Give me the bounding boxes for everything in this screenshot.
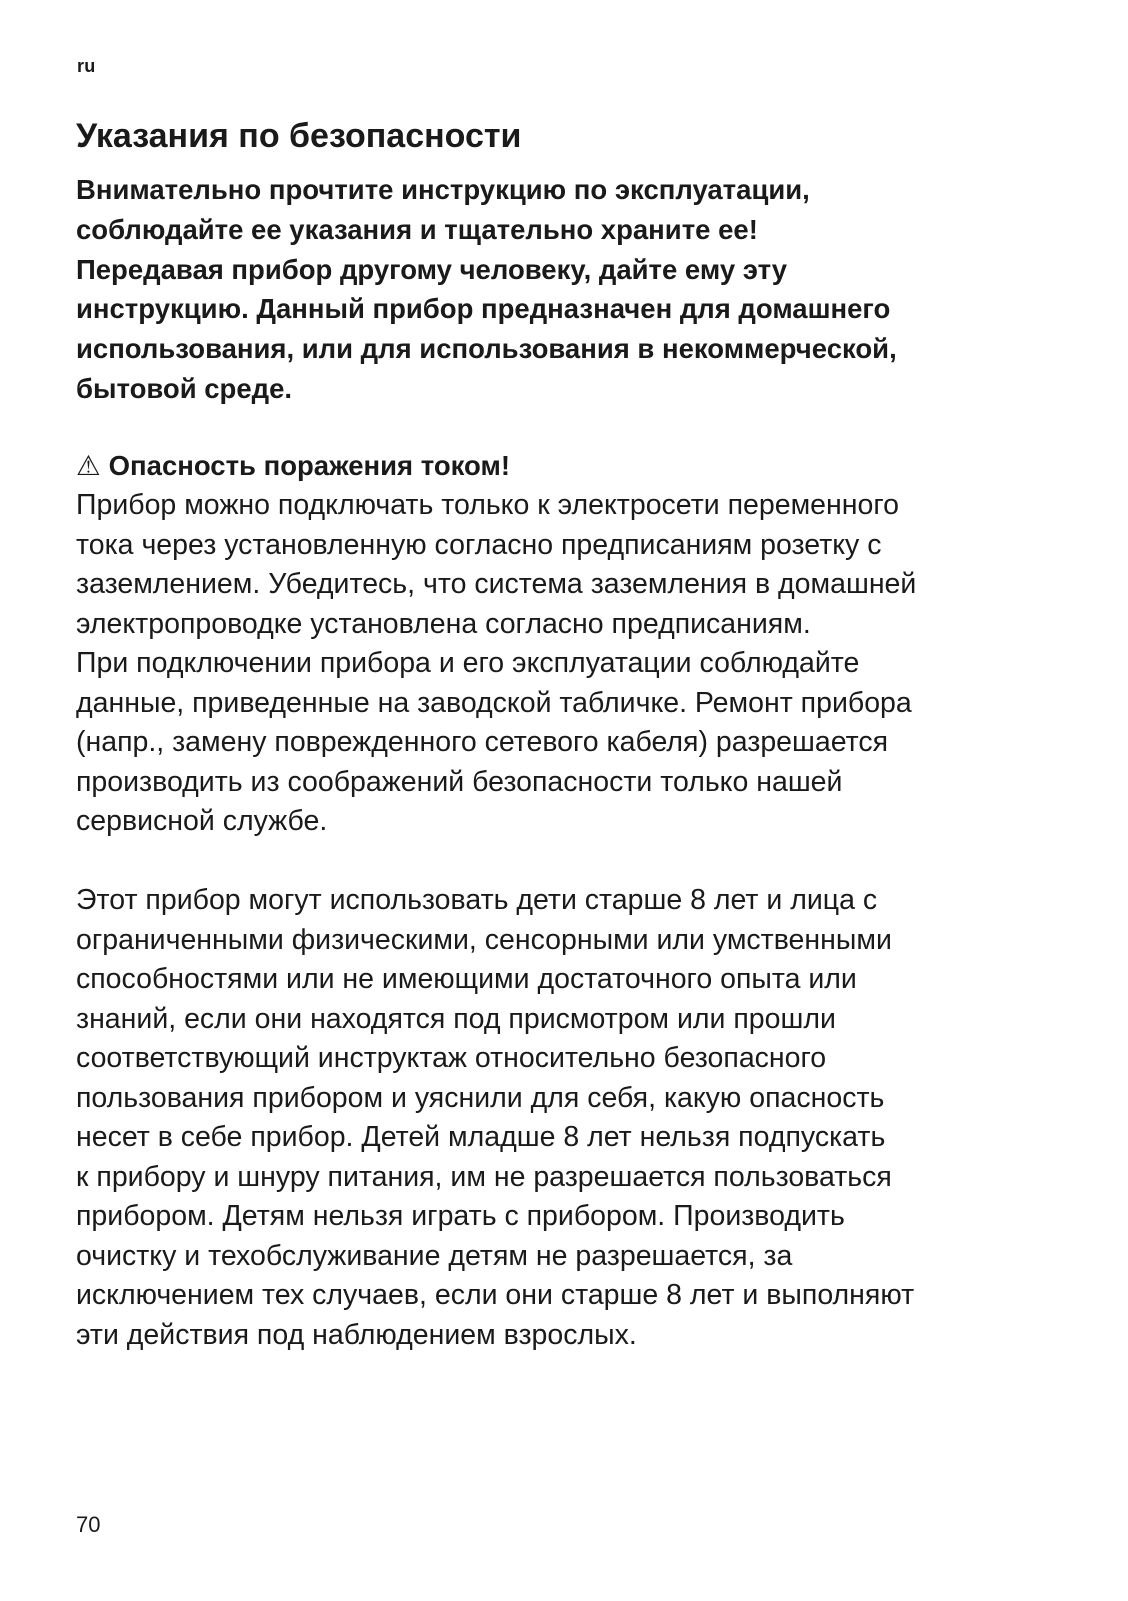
paragraph-line: заземлением. Убедитесь, что система заземления в домашней bbox=[76, 568, 917, 600]
intro-paragraph bbox=[76, 170, 1066, 409]
paragraph-line: соответствующий инструктаж относительно безопасного bbox=[76, 1042, 827, 1074]
electric-safety-paragraph bbox=[76, 486, 1076, 842]
paragraph-line: тока через установленную согласно предписаниям розетку с bbox=[76, 528, 882, 561]
intro-line: соблюдайте ее указания и тщательно храните ее! bbox=[76, 213, 758, 245]
paragraph-line: несет в себе прибор. Детей младше 8 лет нельзя подпускать bbox=[76, 1121, 886, 1153]
paragraph-line: Прибор можно подключать только к электросети переменного bbox=[76, 489, 899, 521]
paragraph-line: к прибору и шнуру питания, им не разрешается пользоваться bbox=[76, 1160, 892, 1193]
page-number: 70 bbox=[76, 1512, 101, 1537]
page-title: Указания по безопасности bbox=[76, 117, 522, 155]
paragraph-line: способностями или не имеющими достаточного опыта или bbox=[76, 963, 857, 995]
paragraph-line: (напр., замену поврежденного сетевого кабеля) разрешается bbox=[76, 726, 889, 758]
warning-heading bbox=[76, 446, 510, 486]
intro-line: инструкцию. Данный прибор предназначен для домашнего bbox=[76, 293, 891, 325]
paragraph-line: производить из соображений безопасности только нашей bbox=[76, 765, 843, 798]
intro-line: Передавая прибор другому человеку, дайте ему эту bbox=[76, 253, 788, 285]
paragraph-line: исключением тех случаев, если они старше 8 лет и выполняют bbox=[76, 1279, 915, 1311]
paragraph-line: сервисной службе. bbox=[76, 805, 328, 837]
language-code: ru bbox=[77, 56, 96, 76]
warning-triangle-icon: ⚠ bbox=[76, 450, 101, 481]
paragraph-line: данные, приведенные на заводской табличке. Ремонт прибора bbox=[76, 686, 912, 719]
paragraph-line: эти действия под наблюдением взрослых. bbox=[76, 1318, 637, 1351]
paragraph-line: ограниченными физическими, сенсорными или умственными bbox=[76, 923, 892, 956]
children-safety-paragraph bbox=[76, 881, 1076, 1355]
intro-line: Внимательно прочтите инструкцию по эксплуатации, bbox=[76, 174, 810, 205]
paragraph-line: прибором. Детям нельзя играть с прибором. Производить bbox=[76, 1200, 845, 1232]
paragraph-line: пользования прибором и уяснили для себя, какую опасность bbox=[76, 1081, 885, 1114]
warning-heading-text: Опасность поражения током! bbox=[108, 450, 510, 481]
paragraph-line: знаний, если они находятся под присмотром или прошли bbox=[76, 1002, 836, 1035]
paragraph-line: Этот прибор могут использовать дети старше 8 лет и лица с bbox=[76, 884, 878, 916]
paragraph-line: При подключении прибора и его эксплуатации соблюдайте bbox=[76, 647, 860, 679]
intro-line: бытовой среде. bbox=[76, 372, 293, 404]
intro-line: использования, или для использования в некоммерческой, bbox=[76, 333, 897, 365]
paragraph-line: электропроводке установлена согласно предписаниям. bbox=[76, 607, 811, 640]
paragraph-line: очистку и техобслуживание детям не разрешается, за bbox=[76, 1239, 793, 1272]
